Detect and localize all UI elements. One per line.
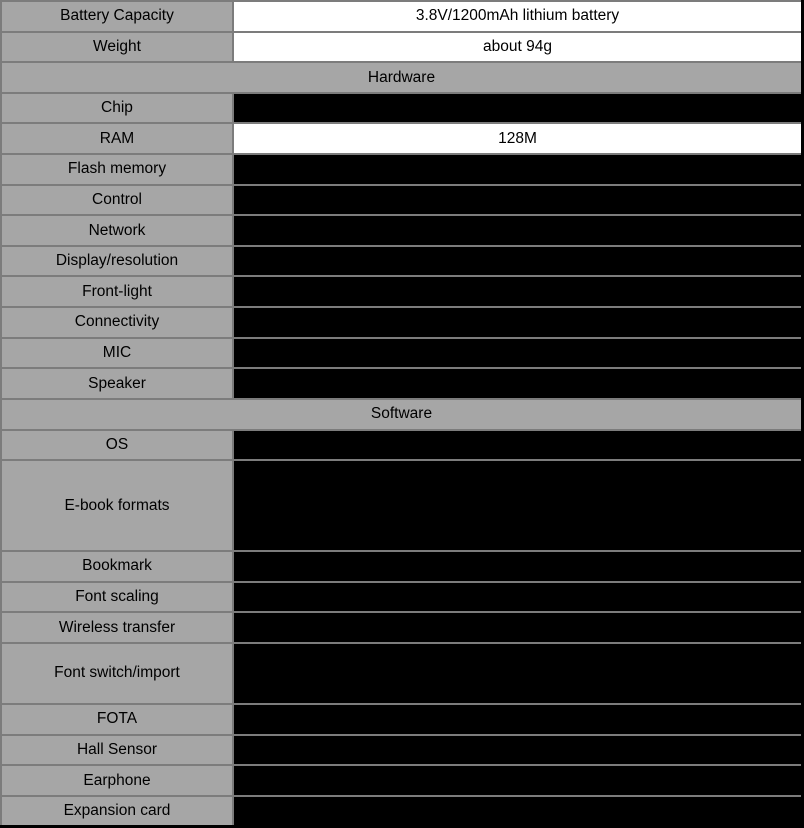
spec-row — [1, 582, 803, 613]
spec-row — [1, 32, 803, 63]
spec-value: about 94g — [233, 32, 803, 63]
spec-value-redacted — [233, 368, 803, 399]
section-row — [1, 62, 803, 93]
spec-label: Chip — [1, 93, 233, 124]
spec-row — [1, 551, 803, 582]
spec-value-redacted — [233, 765, 803, 796]
spec-label: Bookmark — [1, 551, 233, 582]
spec-label: Earphone — [1, 765, 233, 796]
spec-value: 3.8V/1200mAh lithium battery — [233, 1, 803, 32]
spec-table-body — [1, 1, 803, 827]
spec-value-redacted — [233, 185, 803, 216]
spec-label: E-book formats — [1, 460, 233, 551]
spec-value-redacted — [233, 551, 803, 582]
spec-value-redacted — [233, 430, 803, 461]
spec-row — [1, 154, 803, 185]
spec-value-redacted — [233, 704, 803, 735]
spec-value-redacted — [233, 215, 803, 246]
spec-row — [1, 338, 803, 369]
spec-row — [1, 368, 803, 399]
spec-value-redacted — [233, 796, 803, 827]
spec-row — [1, 765, 803, 796]
spec-row — [1, 307, 803, 338]
spec-value-redacted — [233, 338, 803, 369]
spec-row — [1, 796, 803, 827]
spec-row — [1, 735, 803, 766]
spec-row — [1, 704, 803, 735]
spec-label: Flash memory — [1, 154, 233, 185]
section-row — [1, 399, 803, 430]
spec-value-redacted — [233, 307, 803, 338]
spec-value-redacted — [233, 582, 803, 613]
spec-value-redacted — [233, 154, 803, 185]
section-header: Software — [1, 399, 803, 430]
spec-row — [1, 123, 803, 154]
spec-value-redacted — [233, 460, 803, 551]
spec-label: MIC — [1, 338, 233, 369]
spec-row — [1, 612, 803, 643]
spec-label: Font scaling — [1, 582, 233, 613]
spec-value-redacted — [233, 93, 803, 124]
spec-label: Weight — [1, 32, 233, 63]
spec-row — [1, 430, 803, 461]
spec-label: Network — [1, 215, 233, 246]
spec-row — [1, 215, 803, 246]
spec-row — [1, 93, 803, 124]
spec-value: 128M — [233, 123, 803, 154]
spec-label: Hall Sensor — [1, 735, 233, 766]
spec-row — [1, 185, 803, 216]
spec-label: Display/resolution — [1, 246, 233, 277]
spec-label: Font switch/import — [1, 643, 233, 704]
spec-row — [1, 246, 803, 277]
section-header: Hardware — [1, 62, 803, 93]
spec-label: Control — [1, 185, 233, 216]
spec-value-redacted — [233, 276, 803, 307]
spec-label: Connectivity — [1, 307, 233, 338]
spec-row — [1, 643, 803, 704]
spec-label: OS — [1, 430, 233, 461]
spec-row — [1, 460, 803, 551]
spec-value-redacted — [233, 246, 803, 277]
spec-row — [1, 1, 803, 32]
spec-label: Wireless transfer — [1, 612, 233, 643]
spec-value-redacted — [233, 612, 803, 643]
spec-value-redacted — [233, 735, 803, 766]
spec-label: Expansion card — [1, 796, 233, 827]
spec-label: RAM — [1, 123, 233, 154]
spec-label: Front-light — [1, 276, 233, 307]
spec-row — [1, 276, 803, 307]
spec-value-redacted — [233, 643, 803, 704]
spec-label: FOTA — [1, 704, 233, 735]
spec-label: Battery Capacity — [1, 1, 233, 32]
spec-label: Speaker — [1, 368, 233, 399]
